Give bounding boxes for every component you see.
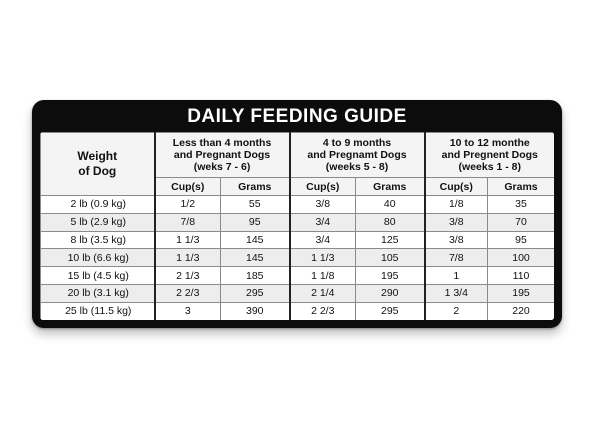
feeding-table (40, 132, 554, 320)
group-header-line: and Pregnant Dogs (173, 149, 271, 161)
sub-header-grams: Grams (488, 178, 554, 196)
weight-cell: 10 lb (6.6 kg) (41, 249, 155, 267)
cups-cell: 3/4 (290, 231, 356, 249)
weight-cell: 2 lb (0.9 kg) (41, 196, 155, 214)
grams-cell: 110 (488, 267, 554, 285)
table-row (41, 249, 555, 267)
cups-cell: 1 1/8 (290, 267, 356, 285)
group-header-line: (weeks 1 - 8) (458, 161, 521, 173)
grams-cell: 105 (356, 249, 425, 267)
group-header-3 (425, 133, 554, 178)
sub-header-cups: Cup(s) (290, 178, 356, 196)
grams-cell: 125 (356, 231, 425, 249)
table-row (41, 196, 555, 214)
grams-cell: 55 (221, 196, 290, 214)
cups-cell: 3/4 (290, 213, 356, 231)
grams-cell: 145 (221, 231, 290, 249)
grams-cell: 70 (488, 213, 554, 231)
grams-cell: 35 (488, 196, 554, 214)
table-row (41, 267, 555, 285)
grams-cell: 95 (488, 231, 554, 249)
group-header-line: and Pregnamt Dogs (307, 149, 407, 161)
group-header-line: (weks 7 - 6) (193, 161, 251, 173)
grams-cell: 390 (221, 302, 290, 320)
grams-cell: 40 (356, 196, 425, 214)
guide-title: DAILY FEEDING GUIDE (187, 106, 407, 127)
group-header-line: and Pregnent Dogs (441, 149, 538, 161)
weight-cell: 25 lb (11.5 kg) (41, 302, 155, 320)
weight-cell: 5 lb (2.9 kg) (41, 213, 155, 231)
group-header-line: 4 to 9 months (322, 137, 392, 149)
table-row (41, 213, 555, 231)
sub-header-grams: Grams (221, 178, 290, 196)
group-header-line: (weeks 5 - 8) (325, 161, 389, 173)
cups-cell: 2 2/3 (155, 284, 221, 302)
weight-header (41, 133, 155, 196)
group-header-line: Less than 4 months (172, 137, 272, 149)
cups-cell: 1 1/3 (290, 249, 356, 267)
grams-cell: 195 (488, 284, 554, 302)
cups-cell: 3 (155, 302, 221, 320)
grams-cell: 195 (356, 267, 425, 285)
cups-cell: 7/8 (155, 213, 221, 231)
grams-cell: 290 (356, 284, 425, 302)
cups-cell: 1 (425, 267, 488, 285)
cups-cell: 1 3/4 (425, 284, 488, 302)
cups-cell: 2 1/3 (155, 267, 221, 285)
group-header-line: 10 to 12 monthe (449, 137, 530, 149)
grams-cell: 220 (488, 302, 554, 320)
grams-cell: 145 (221, 249, 290, 267)
weight-cell: 8 lb (3.5 kg) (41, 231, 155, 249)
grams-cell: 295 (221, 284, 290, 302)
cups-cell: 1/8 (425, 196, 488, 214)
table-row (41, 231, 555, 249)
grams-cell: 80 (356, 213, 425, 231)
weight-cell: 20 lb (3.1 kg) (41, 284, 155, 302)
table-row (41, 302, 555, 320)
cups-cell: 1/2 (155, 196, 221, 214)
grams-cell: 95 (221, 213, 290, 231)
table-row (41, 284, 555, 302)
weight-header-line1: Weight (77, 149, 118, 163)
feeding-guide-card (32, 100, 562, 328)
cups-cell: 3/8 (425, 231, 488, 249)
grams-cell: 100 (488, 249, 554, 267)
grams-cell: 295 (356, 302, 425, 320)
group-header-1 (155, 133, 290, 178)
cups-cell: 1 1/3 (155, 249, 221, 267)
feeding-table-wrap (40, 132, 554, 320)
cups-cell: 2 (425, 302, 488, 320)
weight-cell: 15 lb (4.5 kg) (41, 267, 155, 285)
weight-header-line2: of Dog (78, 164, 117, 178)
cups-cell: 7/8 (425, 249, 488, 267)
grams-cell: 185 (221, 267, 290, 285)
cups-cell: 3/8 (290, 196, 356, 214)
sub-header-cups: Cup(s) (155, 178, 221, 196)
sub-header-cups: Cup(s) (425, 178, 488, 196)
group-header-2 (290, 133, 425, 178)
cups-cell: 1 1/3 (155, 231, 221, 249)
cups-cell: 3/8 (425, 213, 488, 231)
sub-header-grams: Grams (356, 178, 425, 196)
cups-cell: 2 2/3 (290, 302, 356, 320)
cups-cell: 2 1/4 (290, 284, 356, 302)
